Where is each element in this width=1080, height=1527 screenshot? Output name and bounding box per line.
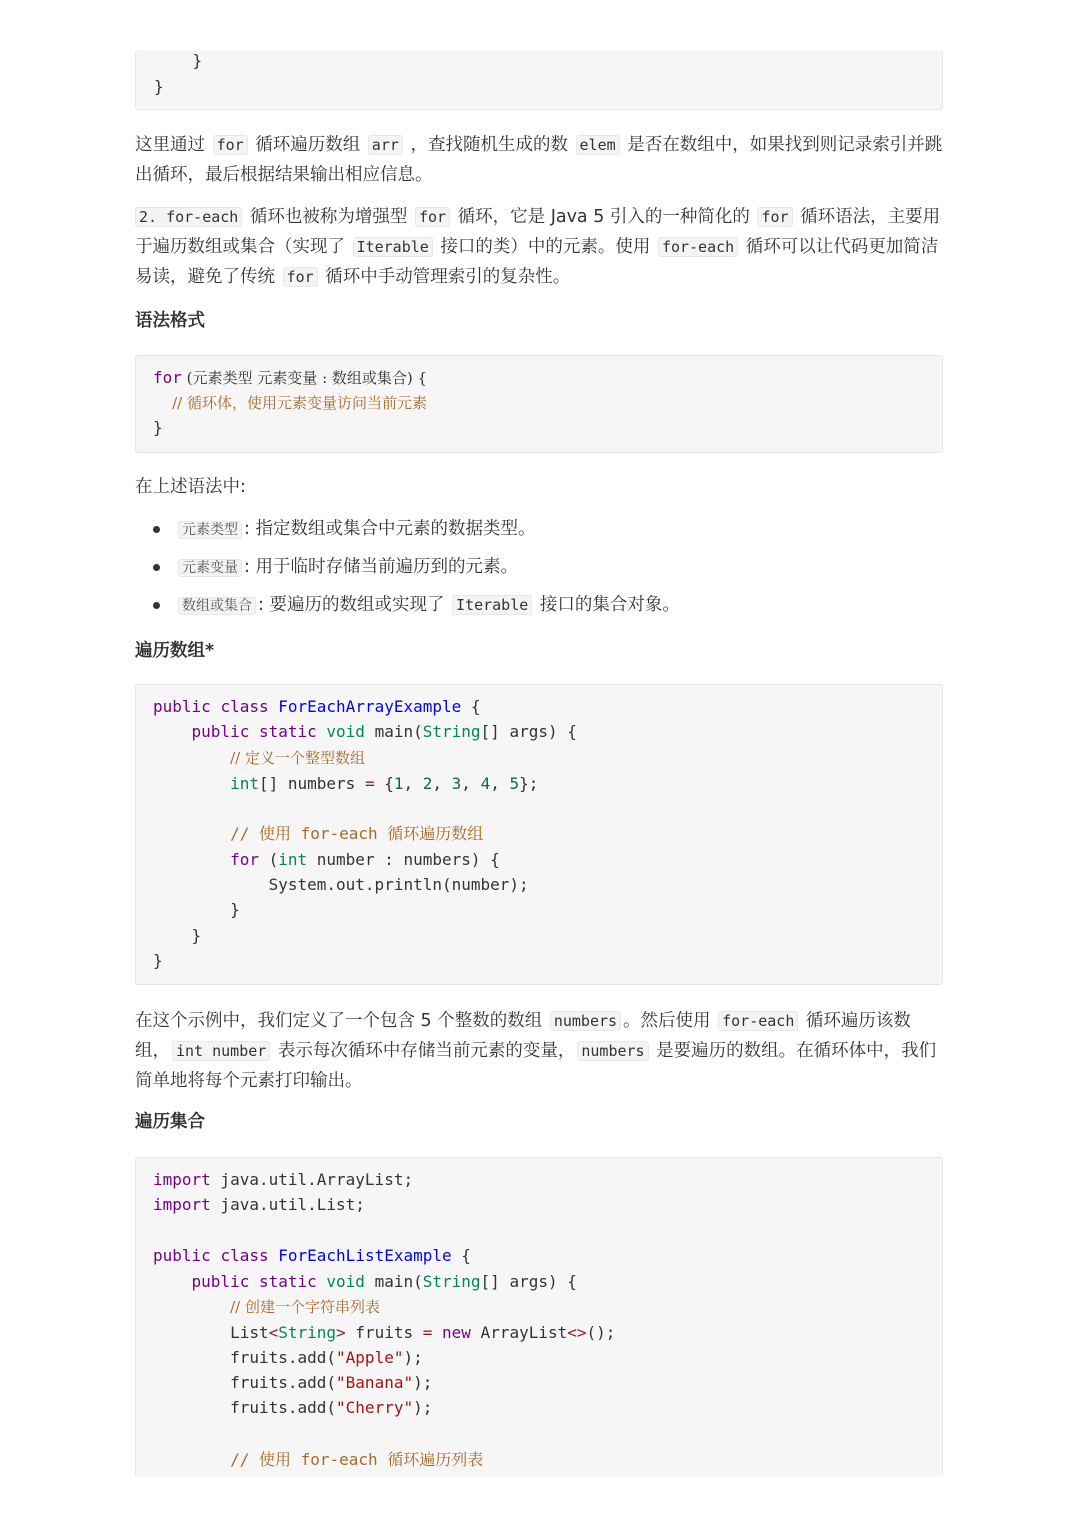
paragraph-for-each-intro [135, 202, 947, 292]
paragraph-array-explanation [135, 1006, 947, 1096]
text: 简单地将每个元素打印输出。 [135, 1071, 363, 1091]
code-line [153, 850, 500, 870]
code-text: number : numbers) { [307, 850, 500, 869]
bullet-dot [153, 564, 160, 571]
code-text: java.util.ArrayList; [210, 1170, 414, 1189]
heading-iterate-array: 遍历数组* [135, 641, 215, 661]
text: 出循环，最后根据结果输出相应信息。 [135, 165, 433, 185]
paragraph-for-loop-explanation [135, 130, 947, 190]
code-text: fruits [345, 1323, 423, 1342]
inline-code: int number [172, 1041, 270, 1061]
inline-code: for-each [658, 237, 738, 257]
inline-code: for-each [718, 1011, 798, 1031]
class-name: ForEachArrayExample [278, 697, 462, 716]
code-line [153, 1195, 365, 1215]
heading-iterate-collection: 遍历集合 [135, 1112, 205, 1132]
code-text: java.util.List; [210, 1195, 365, 1214]
comment-text: // 使用 for-each 循环遍历数组 [230, 824, 484, 843]
type: void [326, 1272, 365, 1291]
bullet-dot [153, 602, 160, 609]
number: 1 [393, 774, 404, 793]
code-line: } [154, 51, 203, 70]
inline-code: 元素变量 [178, 559, 242, 577]
type: String [278, 1323, 337, 1342]
code-line [153, 1398, 432, 1418]
string: "Cherry" [336, 1398, 414, 1417]
type: String [422, 1272, 481, 1291]
code-text: (元素类型 元素变量 : 数组或集合) { [181, 369, 428, 387]
text: 循环，它是 Java 5 引入的一种简化的 [452, 207, 756, 227]
text: 是要遍历的数组。在循环体中，我们 [650, 1041, 937, 1061]
keyword: new [442, 1323, 471, 1342]
inline-code: 数组或集合 [178, 597, 256, 615]
code-line [153, 1348, 423, 1368]
code-text: fruits.add( [230, 1348, 337, 1367]
operator: <> [567, 1323, 587, 1342]
code-line: public static void main(String[] args) { [191, 1272, 577, 1291]
text: 于遍历数组或集合（实现了 [135, 237, 351, 257]
type: int [278, 850, 308, 869]
keyword: public [153, 1246, 211, 1265]
code-text: [] args) { [480, 1272, 577, 1291]
bullet-dot [153, 526, 160, 533]
string: "Banana" [336, 1373, 414, 1392]
code-comment [153, 824, 483, 844]
code-line [153, 875, 529, 895]
code-line [153, 900, 240, 920]
code-line: } [154, 77, 164, 96]
code-line [153, 1323, 615, 1343]
number: 3 [451, 774, 462, 793]
code-text: main [374, 722, 414, 741]
code-text: main [374, 1272, 414, 1291]
number: 4 [480, 774, 491, 793]
comment-text: // 创建一个字符串列表 [230, 1298, 380, 1316]
number: 5 [509, 774, 520, 793]
text: 接口的集合对象。 [534, 595, 680, 615]
text: 循环也被称为增强型 [244, 207, 413, 227]
text: 接口的类）中的元素。使用 [434, 237, 656, 257]
text: 循环遍历该数 [800, 1011, 911, 1031]
text: ，查找随机生成的数 [404, 135, 574, 155]
inline-code: for [757, 207, 792, 227]
keyword: public [191, 722, 250, 741]
keyword: import [153, 1170, 211, 1189]
bullet-item-element-variable [176, 554, 518, 581]
text: 易读，避免了传统 [135, 267, 281, 287]
code-text: System.out.println(number); [268, 875, 529, 894]
code-text: { [374, 774, 394, 793]
code-text: } [191, 926, 202, 945]
code-line: } [153, 418, 163, 437]
code-text: ); [413, 1373, 433, 1392]
inline-code: arr [368, 135, 403, 155]
code-comment [153, 1450, 483, 1470]
operator: = [364, 774, 375, 793]
code-block-array-example [135, 684, 943, 985]
keyword: for [230, 850, 259, 869]
code-text: fruits.add( [230, 1373, 337, 1392]
text: : 用于临时存储当前遍历到的元素。 [244, 557, 518, 577]
inline-code: Iterable [353, 237, 433, 257]
keyword: for [153, 368, 182, 387]
text: 循环中手动管理索引的复杂性。 [319, 267, 571, 287]
inline-code: numbers [550, 1011, 621, 1031]
comment-text: // 定义一个整型数组 [230, 749, 365, 767]
string: "Apple" [336, 1348, 404, 1367]
code-text: ); [413, 1398, 433, 1417]
text: 循环遍历数组 [249, 135, 366, 155]
inline-code: for [283, 267, 318, 287]
text: 在这个示例中，我们定义了一个包含 5 个整数的数组 [135, 1011, 548, 1031]
text: : 要遍历的数组或实现了 [258, 595, 451, 615]
text: 表示每次循环中存储当前元素的变量， [272, 1041, 576, 1061]
keyword: import [153, 1195, 211, 1214]
text: 循环语法，主要用 [794, 207, 941, 227]
inline-code: for [213, 135, 248, 155]
bullet-item-element-type [176, 516, 535, 543]
code-line: public class ForEachArrayExample { [153, 697, 481, 716]
heading-syntax: 语法格式 [135, 311, 205, 331]
keyword: public [153, 697, 211, 716]
operator: < [268, 1323, 279, 1342]
keyword: static [258, 722, 317, 741]
code-line: public class ForEachListExample { [153, 1246, 471, 1265]
type: void [326, 722, 365, 741]
keyword: static [258, 1272, 317, 1291]
type: String [422, 722, 481, 741]
code-line [153, 926, 201, 946]
operator: > [336, 1323, 346, 1342]
class-name: ForEachListExample [278, 1246, 452, 1265]
inline-code: numbers [577, 1041, 648, 1061]
keyword: class [220, 1246, 269, 1265]
text: 循环可以让代码更加简洁 [740, 237, 939, 257]
code-comment [153, 1297, 380, 1317]
code-line: int[] numbers = {1, 2, 3, 4, 5}; [230, 774, 539, 793]
comment-text: // 使用 for-each 循环遍历列表 [230, 1450, 484, 1469]
code-block-syntax [135, 355, 943, 453]
inline-code: elem [576, 135, 620, 155]
code-text: ( [258, 850, 279, 869]
text: : 指定数组或集合中元素的数据类型。 [244, 519, 536, 539]
code-text: [] args) { [480, 722, 577, 741]
text: 组， [135, 1041, 170, 1061]
text: 是否在数组中，如果找到则记录索引并跳 [621, 135, 943, 155]
text: 这里通过 [135, 135, 211, 155]
code-text: } [230, 900, 240, 919]
code-line: public static void main(String[] args) { [191, 722, 577, 741]
code-line [153, 1170, 413, 1190]
keyword: class [220, 697, 269, 716]
inline-code: Iterable [452, 595, 532, 615]
inline-code: for [415, 207, 450, 227]
code-block-top [135, 50, 943, 110]
inline-code: 2. for-each [135, 207, 242, 227]
code-text: (); [586, 1323, 616, 1342]
code-text: [] numbers [258, 774, 365, 793]
keyword: public [191, 1272, 250, 1291]
code-text: ArrayList [470, 1323, 568, 1342]
number: 2 [422, 774, 433, 793]
bullet-item-array-or-collection [176, 592, 680, 619]
code-comment [153, 748, 365, 768]
code-block-list-example [135, 1157, 943, 1477]
operator: = [422, 1323, 433, 1342]
code-text: } [153, 951, 163, 970]
code-text: fruits.add( [230, 1398, 337, 1417]
inline-code: 元素类型 [178, 521, 242, 539]
code-text: ); [403, 1348, 423, 1367]
code-comment: // 循环体，使用元素变量访问当前元素 [153, 394, 427, 412]
text: 。然后使用 [623, 1011, 717, 1031]
code-text: }; [519, 774, 539, 793]
type: int [230, 774, 259, 793]
code-line [153, 1373, 432, 1393]
code-text: List [230, 1323, 269, 1342]
paragraph-syntax-intro: 在上述语法中: [135, 477, 246, 497]
code-line [153, 951, 163, 971]
code-line [153, 368, 427, 388]
